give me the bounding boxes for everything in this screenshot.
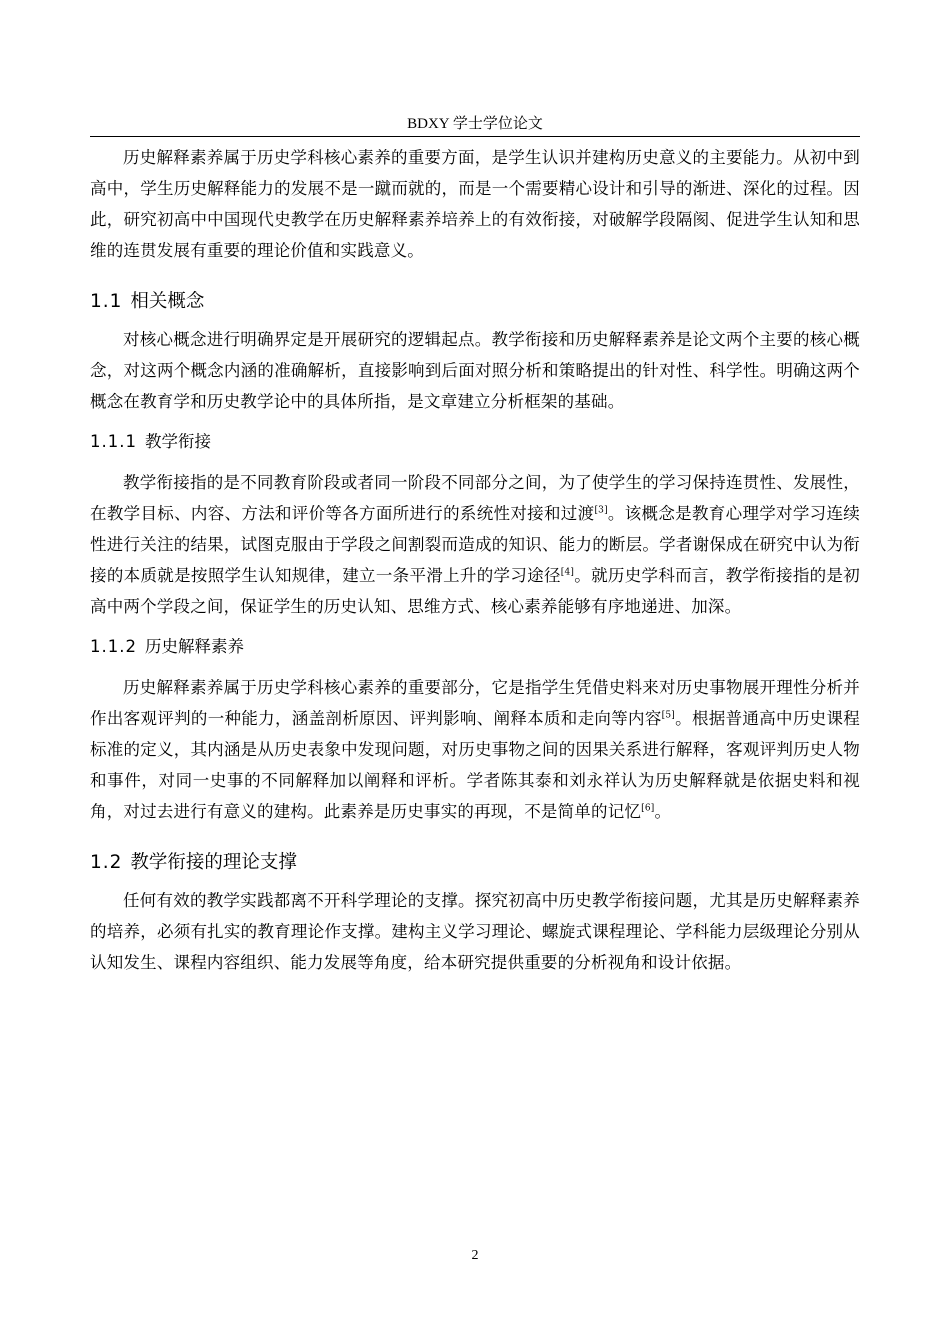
section-number: 1.1.2 — [90, 637, 137, 656]
page-number — [0, 1248, 950, 1264]
section-heading-1-1-1 — [90, 429, 860, 455]
paragraph-text: 。就历史学科而言，教学衔接指的是初高中两个学段之间，保证学生的历史认知、思维方式、核心素养能够有序地递进、加深。 — [90, 566, 860, 616]
section-number: 1.1.1 — [90, 432, 137, 451]
paragraph-text: 。 — [654, 802, 672, 821]
citation-ref: [4] — [560, 567, 575, 578]
citation-ref: [3] — [594, 505, 608, 516]
section-number: 1.2 — [90, 852, 123, 873]
running-header-title: BDXY 学士学位论文 — [407, 116, 543, 132]
section-title: 相关概念 — [130, 291, 205, 312]
section-1-1-2-paragraph — [90, 672, 860, 827]
paragraph-text: 。该概念是教育心理学对学习连续性进行关注的结果，试图克服由于学段之间割裂而造成的知识、能力的断层。学者谢保成在研究中认为衔接的本质就是按照学生认知规律，建立一条平滑上升的学习途径 — [90, 504, 861, 585]
citation-ref: [6] — [641, 803, 655, 814]
section-title: 历史解释素养 — [144, 637, 244, 656]
paragraph-text: 历史解释素养属于历史学科核心素养的重要部分，它是指学生凭借史料来对历史事物展开理性分析并作出客观评判的一种能力，涵盖剖析原因、评判影响、阐释本质和走向等内容 — [90, 678, 860, 728]
paragraph-text: 教学衔接指的是不同教育阶段或者同一阶段不同部分之间，为了使学生的学习保持连贯性、发展性，在教学目标、内容、方法和评价等各方面所进行的系统性对接和过渡 — [90, 473, 860, 523]
section-number: 1.1 — [90, 291, 123, 312]
paragraph-text: 。根据普通高中历史课程标准的定义，其内涵是从历史表象中发现问题，对历史事物之间的因果关系进行解释，客观评判历史人物和事件，对同一史事的不同解释加以阐释和评析。学者陈其泰和刘永祥认为历史解释就是依据史料和视角，对过去进行有意义的建构。此素养是历史事实的再现，不是简单的记忆 — [90, 709, 860, 821]
section-heading-1-1 — [90, 288, 860, 316]
section-1-1-1-paragraph — [90, 467, 860, 622]
section-title: 教学衔接 — [144, 432, 211, 451]
section-1-1-paragraph: 对核心概念进行明确界定是开展研究的逻辑起点。教学衔接和历史解释素养是论文两个主要的核心概念，对这两个概念内涵的准确解析，直接影响到后面对照分析和策略提出的针对性、科学性。明确这两个概念在教育学和历史教学论中的具体所指，是文章建立分析框架的基础。 — [90, 330, 860, 411]
citation-ref: [5] — [661, 710, 676, 721]
page-body — [90, 142, 860, 978]
section-1-2-paragraph: 任何有效的教学实践都离不开科学理论的支撑。探究初高中历史教学衔接问题，尤其是历史解释素养的培养，必须有扎实的教育理论作支撑。建构主义学习理论、螺旋式课程理论、学科能力层级理论分别从认知发生、课程内容组织、能力发展等角度，给本研究提供重要的分析视角和设计依据。 — [90, 891, 860, 972]
section-heading-1-1-2 — [90, 634, 860, 660]
section-title: 教学衔接的理论支撑 — [130, 852, 297, 873]
page-number-text: 2 — [471, 1248, 479, 1263]
section-heading-1-2 — [90, 849, 860, 877]
intro-paragraph: 历史解释素养属于历史学科核心素养的重要方面，是学生认识并建构历史意义的主要能力。从初中到高中，学生历史解释能力的发展不是一蹴而就的，而是一个需要精心设计和引导的渐进、深化的过程。因此，研究初高中中国现代史教学在历史解释素养培养上的有效衔接，对破解学段隔阂、促进学生认知和思维的连贯发展有重要的理论价值和实践意义。 — [90, 148, 860, 260]
running-header — [90, 114, 860, 137]
